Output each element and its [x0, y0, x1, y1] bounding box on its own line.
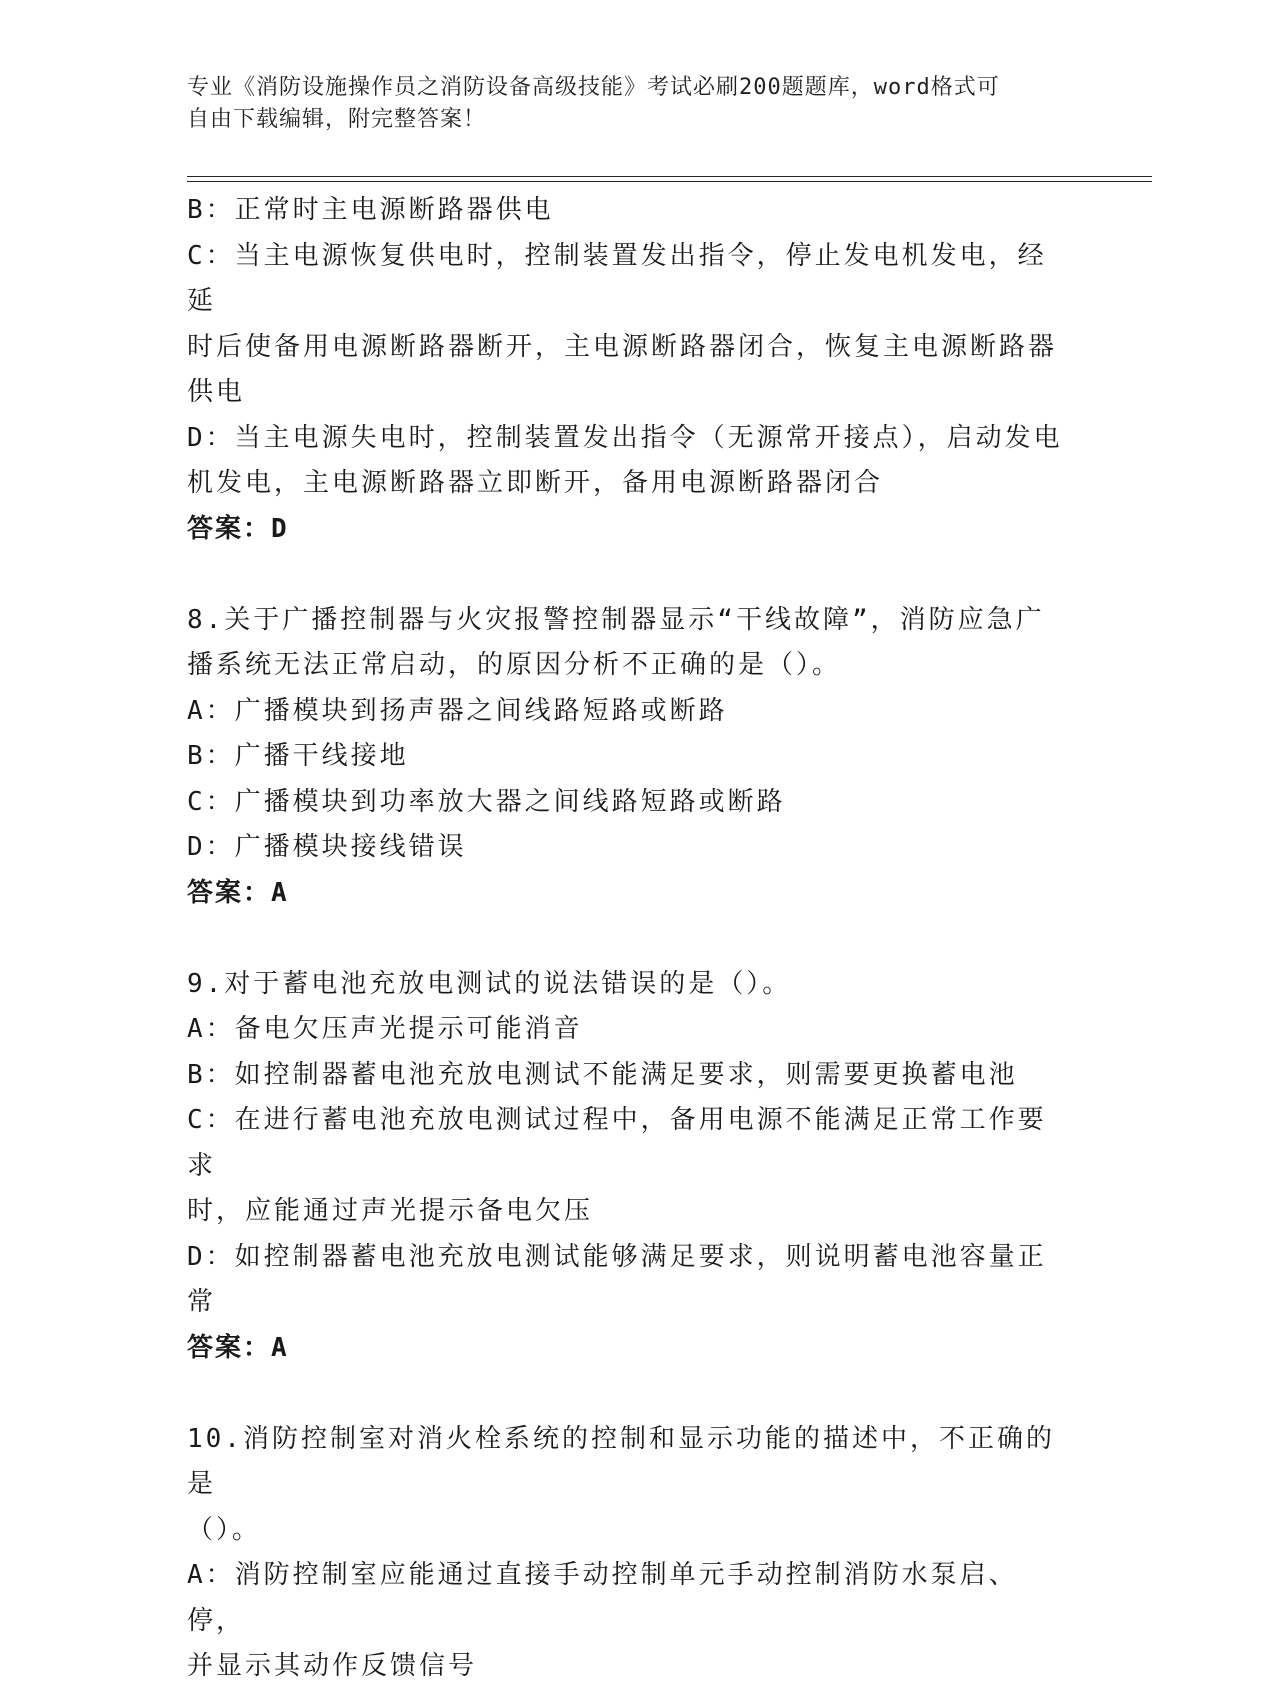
q7-option-c-line-1: C：当主电源恢复供电时，控制装置发出指令，停止发电机发电，经延 [187, 240, 1047, 316]
q9-option-d: D：如控制器蓄电池充放电测试能够满足要求，则说明蓄电池容量正常 [187, 1241, 1047, 1317]
q7-option-c-line-2: 时后使备用电源断路器断开，主电源断路器闭合，恢复主电源断路器 [187, 331, 1058, 362]
q9-answer: 答案：A [187, 1332, 289, 1363]
question-7 [187, 188, 1067, 552]
q9-option-c-line-2: 时，应能通过声光提示备电欠压 [187, 1196, 594, 1226]
q8-option-c: C：广播模块到功率放大器之间线路短路或断路 [187, 786, 786, 817]
q10-stem-line-1: 10.消防控制室对消火栓系统的控制和显示功能的描述中，不正确的是 [187, 1423, 1055, 1499]
question-9 [187, 962, 1067, 1372]
question-10 [187, 1417, 1067, 1690]
q9-stem: 9.对于蓄电池充放电测试的说法错误的是（）。 [187, 968, 792, 999]
q10-stem-line-2: （）。 [187, 1514, 262, 1545]
q8-stem-line-2: 播系统无法正常启动，的原因分析不正确的是（）。 [187, 650, 842, 680]
q8-option-d: D：广播模块接线错误 [187, 832, 467, 862]
header-line-1: 专业《消防设施操作员之消防设备高级技能》考试必刷200题题库，word格式可 [187, 75, 1000, 100]
q7-option-c-line-3: 供电 [187, 377, 246, 407]
q7-option-d-line-2: 机发电，主电源断路器立即断开，备用电源断路器闭合 [187, 468, 884, 498]
spacer [187, 552, 1067, 598]
q8-stem-line-1: 8.关于广播控制器与火灾报警控制器显示“干线故障”，消防应急广 [187, 604, 1045, 635]
document-body [187, 188, 1067, 1690]
spacer [187, 916, 1067, 962]
header-divider-bottom [187, 181, 1152, 182]
header-divider-top [187, 176, 1152, 177]
q9-option-b: B：如控制器蓄电池充放电测试不能满足要求，则需要更换蓄电池 [187, 1059, 1018, 1090]
q7-option-b: B：正常时主电源断路器供电 [187, 195, 554, 225]
question-8 [187, 598, 1067, 917]
q8-option-a: A：广播模块到扬声器之间线路短路或断路 [187, 695, 728, 726]
header-line-2: 自由下载编辑，附完整答案！ [187, 107, 487, 132]
document-header [187, 72, 1067, 136]
q9-option-c-line-1: C：在进行蓄电池充放电测试过程中，备用电源不能满足正常工作要求 [187, 1105, 1047, 1181]
q10-option-a-line-2: 并显示其动作反馈信号 [187, 1651, 478, 1681]
q10-option-a-line-1: A：消防控制室应能通过直接手动控制单元手动控制消防水泵启、停， [187, 1560, 1018, 1636]
q8-answer: 答案：A [187, 877, 289, 908]
q9-option-a: A：备电欠压声光提示可能消音 [187, 1014, 583, 1044]
q8-option-b: B：广播干线接地 [187, 741, 409, 771]
q7-option-d-line-1: D：当主电源失电时，控制装置发出指令（无源常开接点），启动发电 [187, 422, 1063, 453]
q7-answer: 答案：D [187, 513, 289, 544]
spacer [187, 1371, 1067, 1417]
